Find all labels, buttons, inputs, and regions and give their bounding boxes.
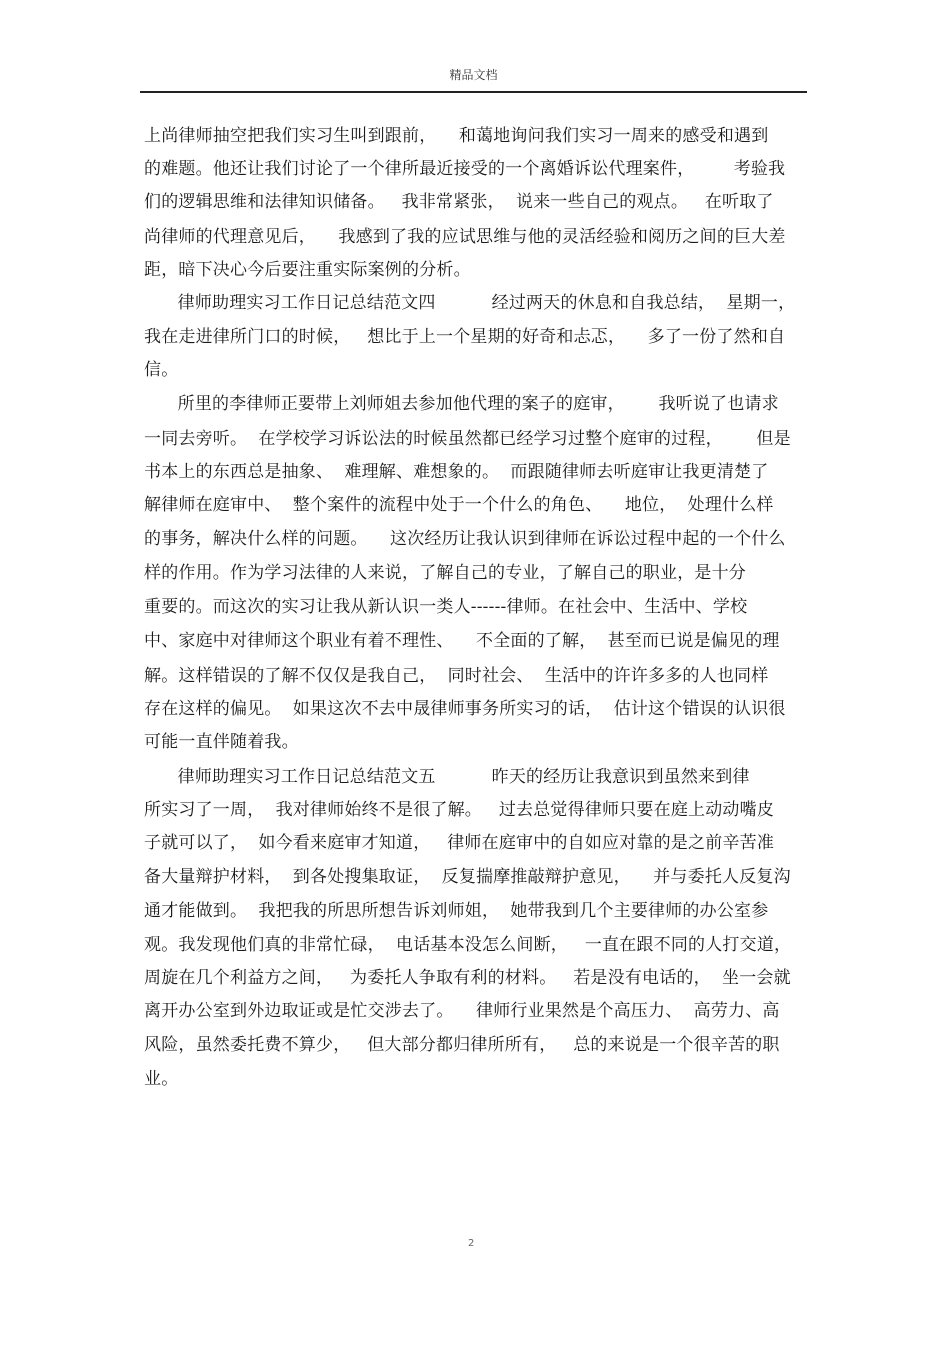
text-line: 重要的。而这次的实习让我从新认识一类人------律师。在社会中、生活中、学校 <box>144 597 748 617</box>
text-line: 们的逻辑思维和法律知识储备。 我非常紧张， 说来一些自己的观点。 在听取了 <box>144 192 774 212</box>
text-line: 信。 <box>144 360 179 380</box>
text-line: 尚律师的代理意见后， 我感到了我的应试思维与他的灵活经验和阅历之间的巨大差 <box>144 227 786 247</box>
text-line: 的事务，解决什么样的问题。 这次经历让我认识到律师在诉讼过程中起的一个什么 <box>144 529 786 549</box>
text-line: 离开办公室到外边取证或是忙交涉去了。 律师行业果然是个高压力、 高劳力、高 <box>144 1001 780 1021</box>
text-line: 中、家庭中对律师这个职业有着不理性、 不全面的了解， 甚至而已说是偏见的理 <box>144 631 780 651</box>
text-line: 上尚律师抽空把我们实习生叫到跟前， 和蔼地询问我们实习一周来的感受和遇到 <box>144 126 769 146</box>
text-line: 的难题。他还让我们讨论了一个律所最近接受的一个离婚诉讼代理案件， 考验我 <box>144 159 786 179</box>
text-line: 距，暗下决心今后要注重实际案例的分析。 <box>144 260 471 280</box>
text-line: 业。 <box>144 1069 179 1089</box>
text-line: 所实习了一周， 我对律师始终不是很了解。 过去总觉得律师只要在庭上动动嘴皮 <box>144 800 775 820</box>
text-line: 通才能做到。 我把我的所思所想告诉刘师姐， 她带我到几个主要律师的办公室参 <box>144 901 769 921</box>
text-line: 一同去旁听。 在学校学习诉讼法的时候虽然都已经学习过整个庭审的过程， 但是 <box>144 429 791 449</box>
text-line: 解。这样错误的了解不仅仅是我自己， 同时社会、 生活中的许许多多的人也同样 <box>144 666 769 686</box>
page-header: 精品文档 <box>449 68 498 82</box>
text-line: 所里的李律师正要带上刘师姐去参加他代理的案子的庭审， 我听说了也请求 <box>144 394 779 414</box>
text-line: 风险，虽然委托费不算少， 但大部分都归律所所有， 总的来说是一个很辛苦的职 <box>144 1035 780 1055</box>
header-divider <box>140 91 807 93</box>
text-line: 存在这样的偏见。 如果这次不去中晟律师事务所实习的话， 估计这个错误的认识很 <box>144 699 786 719</box>
text-line: 可能一直伴随着我。 <box>144 732 299 752</box>
text-line: 律师助理实习工作日记总结范文五 昨天的经历让我意识到虽然来到律 <box>144 767 750 787</box>
text-line: 观。我发现他们真的非常忙碌， 电话基本没怎么间断， 一直在跟不同的人打交道， <box>144 935 792 955</box>
text-line: 子就可以了， 如今看来庭审才知道， 律师在庭审中的自如应对靠的是之前辛苦准 <box>144 833 775 853</box>
text-line: 样的作用。作为学习法律的人来说，了解自己的专业，了解自己的职业，是十分 <box>144 563 746 583</box>
text-line: 周旋在几个利益方之间， 为委托人争取有利的材料。 若是没有电话的， 坐一会就 <box>144 968 791 988</box>
text-line: 备大量辩护材料， 到各处搜集取证， 反复揣摩推敲辩护意见， 并与委托人反复沟 <box>144 867 791 887</box>
text-line: 律师助理实习工作日记总结范文四 经过两天的休息和自我总结， 星期一， <box>144 293 796 313</box>
text-line: 我在走进律所门口的时候， 想比于上一个星期的好奇和忐忑， 多了一份了然和自 <box>144 327 786 347</box>
text-line: 书本上的东西总是抽象、 难理解、难想象的。 而跟随律师去听庭审让我更清楚了 <box>144 462 769 482</box>
page-number: 2 <box>468 1238 475 1249</box>
text-line: 解律师在庭审中、 整个案件的流程中处于一个什么的角色、 地位， 处理什么样 <box>144 495 774 515</box>
